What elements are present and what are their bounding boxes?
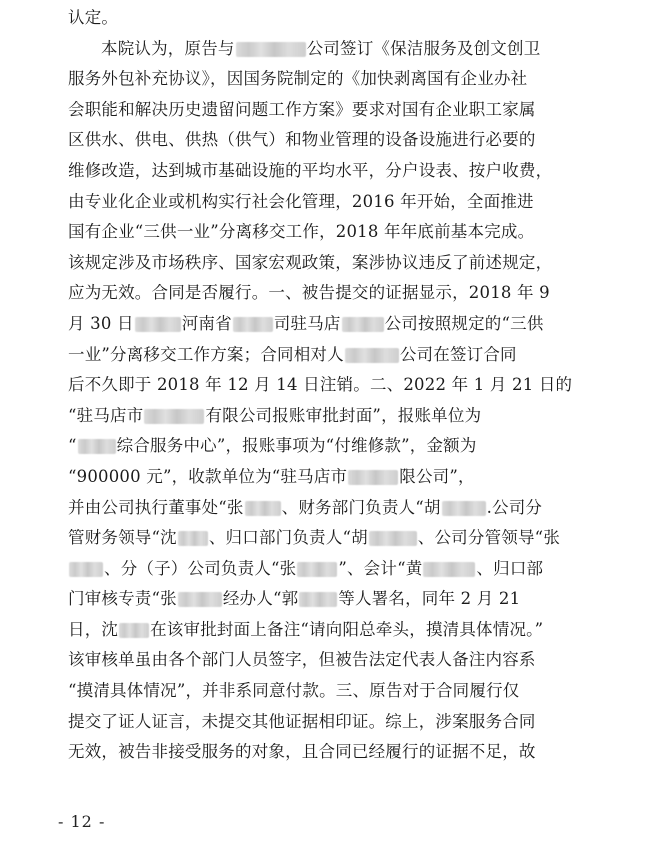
redaction-mask xyxy=(78,439,116,454)
text-line: 由专业化企业或机构实行社会化管理，2016 年开始，全面推进 xyxy=(68,191,534,211)
text-line: 日，沈 在该审批封面上备注“请向阳总牵头，摸清具体情况。” xyxy=(68,619,544,639)
text-line: “驻马店市 有限公司报账审批封面”，报账单位为 xyxy=(68,405,482,425)
redaction-mask xyxy=(345,348,399,363)
text-line: 门审核专责“张 经办人“郭 等人署名，同年 2 月 21 xyxy=(68,589,521,609)
redaction-mask xyxy=(297,562,337,577)
text-line: 、分（子）公司负责人“张 ”、会计“黄 、归口部 xyxy=(68,554,608,585)
text-line: 月 30 日 河南省 司驻马店 公司按照规定的“三供 xyxy=(68,313,544,333)
text-line: “ 综合服务中心”，报账事项为“付维修款”，金额为 xyxy=(68,436,477,456)
text-line: 提交了证人证言，未提交其他证据相印证。综上，涉案服务合同 xyxy=(68,711,536,731)
text-line: 一业”分离移交工作方案；合同相对人 公司在签订合同 xyxy=(68,344,517,364)
redaction-mask xyxy=(348,470,398,485)
redaction-mask xyxy=(245,501,281,516)
redaction-mask xyxy=(299,592,337,607)
text-line: 服务外包补充协议》，因国务院制定的《加快剥离国有企业办社 xyxy=(68,69,528,89)
text-line: “摸清具体情况”，并非系同意付款。三、原告对于合同履行仅 xyxy=(68,681,520,701)
text-line: 维修改造，达到城市基础设施的平均水平，分户设表、按户收费， xyxy=(68,160,553,180)
document-body xyxy=(68,3,608,768)
redaction-mask xyxy=(442,501,486,516)
text-line: 后不久即于 2018 年 12 月 14 日注销。二、2022 年 1 月 21 日的 xyxy=(68,375,573,395)
text-line: “900000 元”，收款单位为“驻马店市 限公司”， xyxy=(68,466,475,486)
text-line: 并由公司执行董事处“张 、财务部门负责人“胡 .公司分 xyxy=(68,497,543,517)
text-line: 认定。 xyxy=(68,8,119,27)
page-number: - 12 - xyxy=(58,812,106,831)
redaction-mask xyxy=(369,531,417,546)
redaction-mask xyxy=(342,317,384,332)
redaction-mask xyxy=(178,531,208,546)
text-line: 该审核单虽由各个部门人员签字，但被告法定代表人备注内容系 xyxy=(68,650,536,670)
text-line: 无效，被告非接受服务的对象，且合同已经履行的证据不足，故 xyxy=(68,742,536,762)
text-line: 国有企业“三供一业”分离移交工作，2018 年年底前基本完成。 xyxy=(68,222,535,242)
redaction-mask xyxy=(144,409,204,424)
text-line: 管财务领导“沈 、归口部门负责人“胡 、公司分管领导“张 xyxy=(68,528,561,548)
text-line: 该规定涉及市场秩序、国家宏观政策，案涉协议违反了前述规定， xyxy=(68,252,553,272)
redaction-mask xyxy=(423,562,475,577)
text-line: 区供水、供电、供热（供气）和物业管理的设备设施进行必要的 xyxy=(68,130,536,150)
redaction-mask xyxy=(233,317,273,332)
text-line: 会职能和解决历史遗留问题工作方案》要求对国有企业职工家属 xyxy=(68,99,536,119)
redaction-mask xyxy=(236,42,306,57)
redaction-mask xyxy=(135,317,181,332)
redaction-mask xyxy=(69,562,103,577)
redaction-mask xyxy=(119,623,149,638)
text-line: 本院认为，原告与 公司签订《保洁服务及创文创卫 xyxy=(101,38,541,58)
text-line: 应为无效。合同是否履行。一、被告提交的证据显示，2018 年 9 xyxy=(68,283,550,303)
redaction-mask xyxy=(178,592,222,607)
